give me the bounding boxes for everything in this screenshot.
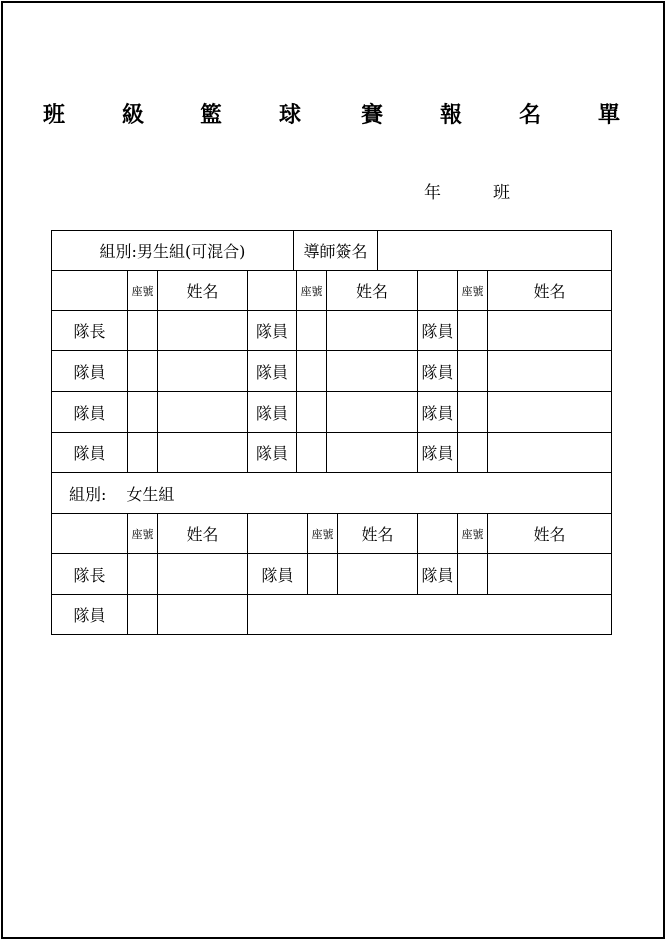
role-label: 隊員	[417, 350, 458, 392]
name-field[interactable]	[337, 553, 418, 595]
seat-field[interactable]	[457, 310, 488, 351]
name-header: 姓名	[157, 270, 248, 311]
name-field[interactable]	[157, 432, 248, 473]
seat-field[interactable]	[127, 391, 158, 433]
class-label: 班	[493, 183, 510, 203]
boys-group-label: 組別:男生組(可混合)	[51, 230, 294, 271]
name-field[interactable]	[326, 432, 418, 473]
name-field[interactable]	[487, 553, 612, 595]
title-char: 級	[122, 103, 145, 128]
name-field[interactable]	[487, 350, 612, 392]
seat-field[interactable]	[127, 310, 158, 351]
role-label: 隊員	[51, 391, 128, 433]
role-label: 隊員	[51, 432, 128, 473]
seat-field[interactable]	[127, 432, 158, 473]
seat-field[interactable]	[457, 391, 488, 433]
seat-field[interactable]	[457, 553, 488, 595]
seat-field[interactable]	[296, 391, 327, 433]
girls-group-label: 組別:	[69, 484, 107, 504]
teacher-sign-label: 導師簽名	[293, 230, 378, 271]
seat-field[interactable]	[457, 432, 488, 473]
name-field[interactable]	[157, 350, 248, 392]
name-field[interactable]	[487, 432, 612, 473]
blank-header-cell	[247, 270, 297, 311]
girls-group-row	[51, 472, 612, 514]
role-label: 隊員	[417, 432, 458, 473]
title-char: 賽	[361, 103, 384, 128]
name-header: 姓名	[337, 513, 418, 554]
name-header: 姓名	[326, 270, 418, 311]
role-label: 隊員	[417, 553, 458, 595]
name-header: 姓名	[487, 513, 612, 554]
role-label: 隊員	[247, 350, 297, 392]
seat-field[interactable]	[457, 350, 488, 392]
name-field[interactable]	[157, 391, 248, 433]
role-label: 隊員	[417, 310, 458, 351]
seat-field[interactable]	[307, 553, 338, 595]
title-char: 班	[43, 103, 66, 128]
name-field[interactable]	[157, 553, 248, 595]
name-field[interactable]	[326, 350, 418, 392]
blank-header-cell	[417, 513, 458, 554]
name-field[interactable]	[487, 310, 612, 351]
name-field[interactable]	[157, 594, 248, 635]
title-char: 報	[440, 103, 463, 128]
name-field[interactable]	[487, 391, 612, 433]
blank-header-cell	[247, 513, 308, 554]
role-label: 隊員	[51, 594, 128, 635]
role-label: 隊長	[51, 310, 128, 351]
girls-group-value: 女生組	[126, 484, 175, 504]
seat-field[interactable]	[296, 432, 327, 473]
seat-header: 座號	[457, 270, 488, 311]
title-char: 球	[279, 103, 302, 128]
title-char: 名	[519, 103, 542, 128]
name-field[interactable]	[326, 391, 418, 433]
role-label: 隊員	[247, 432, 297, 473]
empty-cell	[247, 594, 612, 635]
role-label: 隊長	[51, 553, 128, 595]
role-label: 隊員	[247, 391, 297, 433]
seat-header: 座號	[296, 270, 327, 311]
seat-field[interactable]	[296, 350, 327, 392]
role-label: 隊員	[247, 310, 297, 351]
blank-header-cell	[51, 513, 128, 554]
seat-field[interactable]	[127, 594, 158, 635]
seat-header: 座號	[127, 513, 158, 554]
page-title	[0, 98, 666, 128]
seat-field[interactable]	[127, 350, 158, 392]
name-header: 姓名	[487, 270, 612, 311]
name-header: 姓名	[157, 513, 248, 554]
seat-header: 座號	[307, 513, 338, 554]
seat-field[interactable]	[127, 553, 158, 595]
title-char: 單	[598, 103, 621, 128]
name-field[interactable]	[157, 310, 248, 351]
seat-header: 座號	[457, 513, 488, 554]
role-label: 隊員	[247, 553, 308, 595]
title-char: 籃	[200, 103, 223, 128]
name-field[interactable]	[326, 310, 418, 351]
seat-field[interactable]	[296, 310, 327, 351]
blank-header-cell	[51, 270, 128, 311]
role-label: 隊員	[417, 391, 458, 433]
blank-header-cell	[417, 270, 458, 311]
teacher-sign-field[interactable]	[377, 230, 612, 271]
year-label: 年	[424, 183, 441, 203]
seat-header: 座號	[127, 270, 158, 311]
role-label: 隊員	[51, 350, 128, 392]
